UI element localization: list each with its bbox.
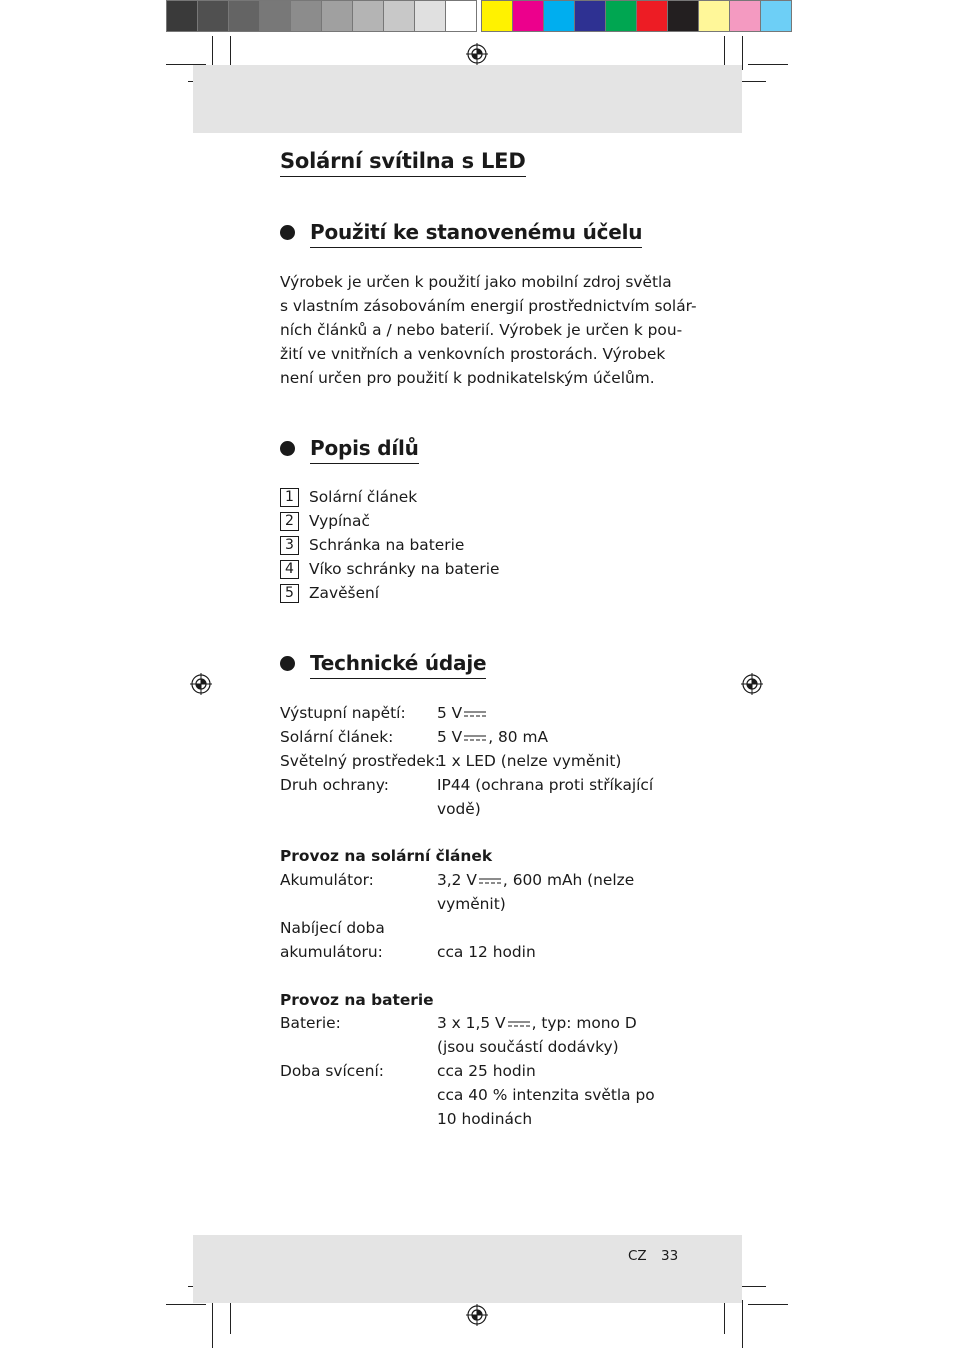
- footer-language: CZ: [628, 1248, 647, 1264]
- crop-mark: [742, 36, 743, 70]
- color-swatch: [229, 0, 260, 32]
- direct-current-icon: [464, 710, 486, 718]
- direct-current-icon: [479, 877, 501, 885]
- part-number: 5: [280, 584, 299, 603]
- registration-mark-icon: [741, 673, 763, 695]
- spec-label: Baterie:: [280, 1014, 341, 1032]
- paragraph-line: Výrobek je určen k použití jako mobilní zdroj světla: [280, 273, 672, 291]
- color-swatch: [291, 0, 322, 32]
- color-swatch: [668, 0, 699, 32]
- bullet-icon: [280, 225, 295, 240]
- color-swatch: [575, 0, 606, 32]
- crop-mark: [230, 1300, 231, 1334]
- footer-band: [193, 1235, 742, 1303]
- color-swatch: [198, 0, 229, 32]
- list-item: [280, 581, 499, 605]
- part-label: Schránka na baterie: [309, 536, 465, 554]
- page-number: 33: [661, 1248, 679, 1264]
- color-swatch: [446, 0, 477, 32]
- registration-mark-icon: [466, 43, 488, 65]
- crop-mark: [742, 1300, 743, 1348]
- paragraph-line: s vlastním zásobováním energií prostřednictvím solár-: [280, 297, 697, 315]
- spec-value: 5 V , 80 mA: [437, 728, 549, 746]
- section-title: Popis dílů: [310, 433, 419, 464]
- color-swatch: [606, 0, 637, 32]
- part-number: 4: [280, 560, 299, 579]
- part-number: 3: [280, 536, 299, 555]
- battery-mode-heading: Provoz na baterie: [280, 991, 434, 1009]
- parts-list: [280, 485, 499, 605]
- list-item: [280, 509, 499, 533]
- color-swatch: [513, 0, 544, 32]
- list-item: [280, 557, 499, 581]
- crop-mark: [212, 1300, 213, 1348]
- direct-current-icon: [508, 1020, 530, 1028]
- registration-mark-icon: [190, 673, 212, 695]
- color-calibration-bar: [481, 0, 792, 32]
- part-number: 1: [280, 488, 299, 507]
- header-band: [193, 65, 742, 133]
- grayscale-calibration-bar: [166, 0, 477, 32]
- spec-value: 10 hodinách: [437, 1110, 533, 1128]
- color-swatch: [260, 0, 291, 32]
- part-number: 2: [280, 512, 299, 531]
- spec-label: Nabíjecí doba: [280, 919, 385, 937]
- crop-mark: [724, 1300, 725, 1334]
- section-tech-heading: [280, 647, 486, 679]
- bullet-icon: [280, 441, 295, 456]
- color-swatch: [544, 0, 575, 32]
- color-swatch: [730, 0, 761, 32]
- spec-value: cca 12 hodin: [437, 943, 536, 961]
- part-label: Solární článek: [309, 488, 418, 506]
- list-item: [280, 533, 499, 557]
- crop-mark: [748, 64, 788, 65]
- spec-value: vyměnit): [437, 895, 506, 913]
- spec-label: akumulátoru:: [280, 943, 383, 961]
- usage-paragraph: [280, 270, 697, 390]
- color-swatch: [353, 0, 384, 32]
- color-swatch: [761, 0, 792, 32]
- spec-label: Doba svícení:: [280, 1062, 384, 1080]
- spec-value: cca 25 hodin: [437, 1062, 536, 1080]
- spec-label: Druh ochrany:: [280, 776, 389, 794]
- color-swatch: [322, 0, 353, 32]
- registration-mark-icon: [466, 1304, 488, 1326]
- list-item: [280, 485, 499, 509]
- spec-value: 5 V: [437, 701, 488, 725]
- spec-value: cca 40 % intenzita světla po: [437, 1086, 655, 1104]
- color-swatch: [384, 0, 415, 32]
- paragraph-line: ních článků a / nebo baterií. Výrobek je určen k pou-: [280, 321, 683, 339]
- bullet-icon: [280, 656, 295, 671]
- color-swatch: [481, 0, 513, 32]
- color-swatch: [637, 0, 668, 32]
- section-title: Technické údaje: [310, 648, 486, 679]
- solar-mode-heading: Provoz na solární článek: [280, 847, 493, 865]
- spec-value: vodě): [437, 800, 481, 818]
- part-label: Zavěšení: [309, 584, 380, 602]
- spec-value: 3 x 1,5 V , typ: mono D: [437, 1014, 637, 1032]
- direct-current-icon: [464, 734, 486, 742]
- spec-label: Akumulátor:: [280, 871, 374, 889]
- section-usage-heading: [280, 216, 642, 248]
- paragraph-line: není určen pro použití k podnikatelským účelům.: [280, 369, 655, 387]
- spec-value: (jsou součástí dodávky): [437, 1038, 619, 1056]
- color-swatch: [415, 0, 446, 32]
- spec-value: 3,2 V , 600 mAh (nelze: [437, 871, 635, 889]
- spec-value: IP44 (ochrana proti stříkající: [437, 776, 654, 794]
- crop-mark: [166, 1304, 206, 1305]
- document-title: Solární svítilna s LED: [280, 146, 526, 177]
- spec-label: Solární článek:: [280, 728, 394, 746]
- part-label: Vypínač: [309, 512, 370, 530]
- spec-value: 1 x LED (nelze vyměnit): [437, 752, 622, 770]
- color-swatch: [166, 0, 198, 32]
- spec-label: Světelný prostředek:: [280, 752, 440, 770]
- color-swatch: [699, 0, 730, 32]
- spec-label: Výstupní napětí:: [280, 704, 406, 722]
- section-title: Použití ke stanovenému účelu: [310, 217, 642, 248]
- paragraph-line: žití ve vnitřních a venkovních prostorách. Výrobek: [280, 345, 666, 363]
- section-parts-heading: [280, 432, 419, 464]
- part-label: Víko schránky na baterie: [309, 560, 500, 578]
- crop-mark: [748, 1304, 788, 1305]
